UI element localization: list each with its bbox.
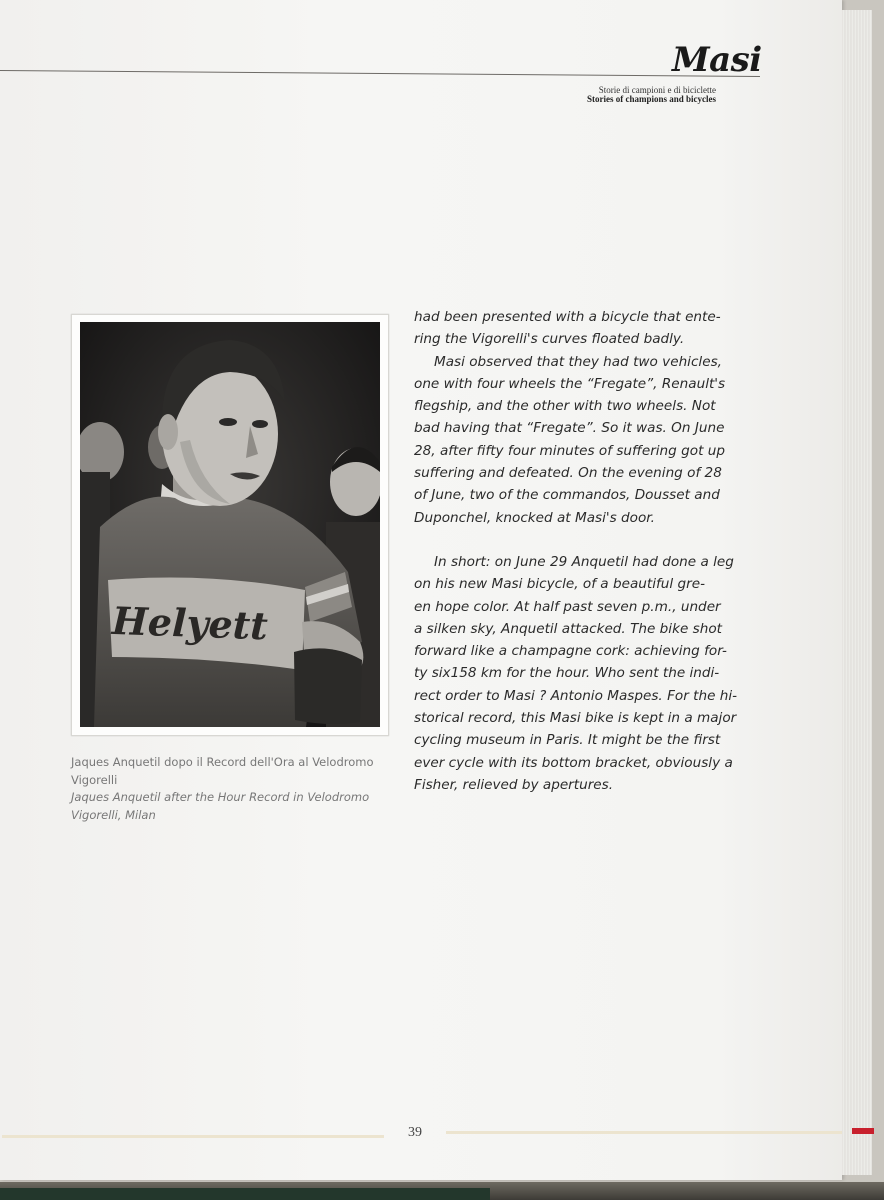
anquetil-photo — [80, 322, 380, 727]
page-number: 39 — [408, 1125, 422, 1140]
caption-english-line-1: Jaques Anquetil after the Hour Record in Velodromo — [71, 790, 370, 804]
body-line: rect order to Masi ? Antonio Maspes. For the hi- — [414, 687, 738, 704]
caption-english-line-2: Vigorelli, Milan — [71, 807, 156, 822]
masi-logo: Masi — [672, 40, 762, 80]
page-edges — [842, 10, 872, 1175]
body-line: bad having that “Fregate”. So it was. On June — [414, 420, 725, 437]
body-line: forward like a champagne cork: achieving for- — [414, 643, 727, 660]
body-line: had been presented with a bicycle that ente- — [414, 309, 721, 325]
body-line: en hope color. At half past seven p.m., under — [414, 598, 721, 615]
body-line: ty six158 km for the hour. Who sent the indi- — [414, 665, 720, 682]
article-body — [414, 306, 754, 796]
tagline-english: Stories of champions and bicycles — [586, 94, 716, 104]
tagline-italian: Storie di campioni e di biciclette — [598, 85, 716, 95]
body-line: ever cycle with its bottom bracket, obviously a — [414, 754, 733, 771]
body-line: storical record, this Masi bike is kept in a major — [414, 710, 737, 727]
footer-rule-left — [2, 1135, 384, 1138]
body-line: Duponchel, knocked at Masi's door. — [414, 509, 655, 526]
book-cover-green — [0, 1188, 490, 1200]
caption-italian-line-2: Vigorelli — [71, 772, 118, 787]
body-line: a silken sky, Anquetil attacked. The bike shot — [414, 620, 722, 637]
body-line: on his new Masi bicycle, of a beautiful gre- — [414, 576, 705, 593]
caption-italian-line-1: Jaques Anquetil dopo il Record dell'Ora al Velodromo — [71, 755, 374, 769]
photo-frame — [71, 314, 389, 736]
body-line: cycling museum in Paris. It might be the first — [414, 732, 721, 749]
body-line: flegship, and the other with two wheels. Not — [414, 398, 716, 415]
body-line: suffering and defeated. On the evening of 28 — [414, 465, 722, 482]
body-line: In short: on June 29 Anquetil had done a leg — [434, 553, 734, 570]
bookmark-ribbon — [852, 1128, 874, 1134]
body-line: ring the Vigorelli's curves floated badly. — [414, 331, 685, 348]
body-line: 28, after fifty four minutes of suffering got up — [414, 442, 725, 459]
tagline — [587, 86, 716, 104]
body-line: Masi observed that they had two vehicles, — [434, 353, 722, 370]
footer-rule-right — [446, 1131, 846, 1134]
body-line: of June, two of the commandos, Dousset and — [414, 487, 720, 504]
body-line: Fisher, relieved by apertures. — [414, 776, 614, 793]
jersey-logo-text: Helyett — [111, 597, 269, 649]
photo-caption — [71, 754, 391, 824]
header-rule — [0, 70, 760, 77]
body-line: one with four wheels the “Fregate”, Renault's — [414, 375, 726, 392]
anquetil-photo-drawing — [80, 322, 380, 727]
